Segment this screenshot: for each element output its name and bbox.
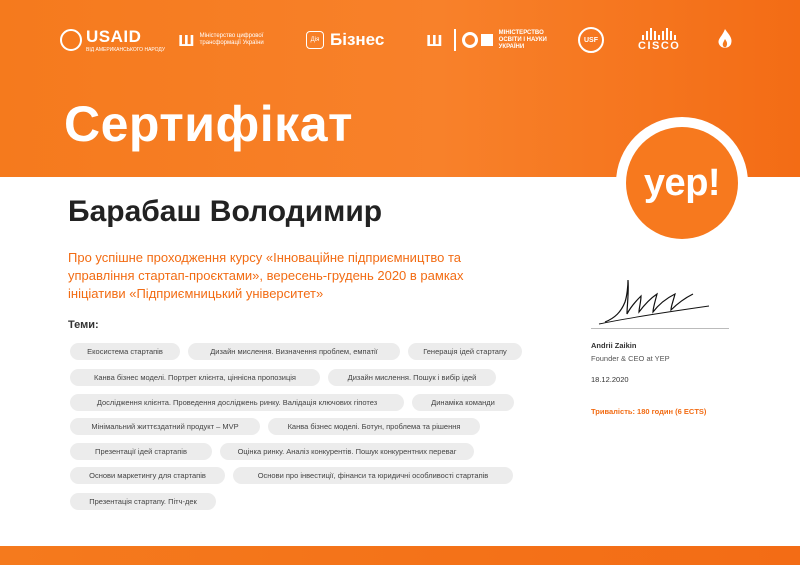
topic-chip: Оцінка ринку. Аналіз конкурентів. Пошук конкурентних переваг	[220, 443, 474, 460]
usaid-logo-text: USAID	[86, 26, 142, 46]
topic-chip: Дизайн мислення. Визначення проблем, емпатії	[188, 343, 400, 360]
topic-chip: Генерація ідей стартапу	[408, 343, 522, 360]
cisco-bars-icon	[642, 28, 676, 40]
cisco-text: CISCO	[638, 40, 681, 52]
ministry-digital-text: Міністерство цифрової трансформації України	[199, 33, 264, 46]
mon-mark-icon	[462, 32, 493, 48]
signature-line	[591, 328, 729, 329]
topic-chip: Презентації ідей стартапів	[70, 443, 212, 460]
topic-chip: Основи маркетингу для стартапів	[70, 467, 225, 484]
issue-date: 18.12.2020	[591, 375, 629, 384]
usaid-logo-subtext: ВІД АМЕРИКАНСЬКОГО НАРОДУ	[86, 46, 166, 53]
certificate-footer	[0, 546, 800, 565]
topic-chip: Дизайн мислення. Пошук і вибір ідей	[328, 369, 496, 386]
partner-logos	[0, 22, 800, 58]
topic-chip: Екосистема стартапів	[70, 343, 180, 360]
topic-chip: Презентація стартапу. Пітч-дек	[70, 493, 216, 510]
course-description: Про успішне проходження курсу «Інноваційне підприємництво та управління стартап-проєктами», вересень-грудень 2020 в рамках ініціативи «Підприємницький університет»	[68, 250, 464, 301]
usf-badge: USF	[578, 27, 604, 53]
mon-text: МІНІСТЕРСТВО ОСВІТИ І НАУКИ УКРАЇНИ	[498, 29, 547, 50]
topic-chip: Мінімальний життєздатний продукт – MVP	[70, 418, 260, 435]
signer-role: Founder & CEO at YEP	[591, 354, 670, 363]
diia-biznes-text: Бізнес	[330, 30, 385, 49]
usaid-logo	[60, 22, 165, 58]
usf-logo	[578, 22, 604, 58]
ckhd-logo	[714, 22, 736, 58]
flame-icon	[714, 27, 736, 53]
mon-divider	[454, 29, 456, 51]
diia-icon: Дія	[306, 31, 324, 49]
ministry-digital-logo	[178, 22, 278, 58]
cisco-logo	[638, 22, 680, 58]
mon-logo	[426, 22, 561, 58]
topic-chip: Канва бізнес моделі. Ботун, проблема та рішення	[268, 418, 480, 435]
topic-chip: Основи про інвестиції, фінанси та юридичні особливості стартапів	[233, 467, 513, 484]
topics-list	[70, 343, 570, 513]
topics-label: Теми:	[68, 319, 99, 331]
topic-chip: Канва бізнес моделі. Портрет клієнта, ціннісна пропозиція	[70, 369, 320, 386]
signature-image	[597, 272, 717, 328]
trident-icon: ш	[178, 28, 195, 51]
topic-chip: Динаміка команди	[412, 394, 514, 411]
yep-badge: yep!	[626, 127, 738, 239]
course-duration: Тривалість: 180 годин (6 ECTS)	[591, 407, 707, 416]
diia-biznes-logo	[306, 22, 384, 58]
usaid-seal-icon	[60, 29, 82, 51]
signer-name: Andrii Zaikin	[591, 341, 637, 350]
topic-chip: Дослідження клієнта. Проведення досліджень ринку. Валідація ключових гіпотез	[70, 394, 404, 411]
trident-icon: ш	[426, 28, 443, 51]
recipient-name: Барабаш Володимир	[68, 195, 383, 228]
certificate-title: Сертифікат	[64, 96, 353, 152]
